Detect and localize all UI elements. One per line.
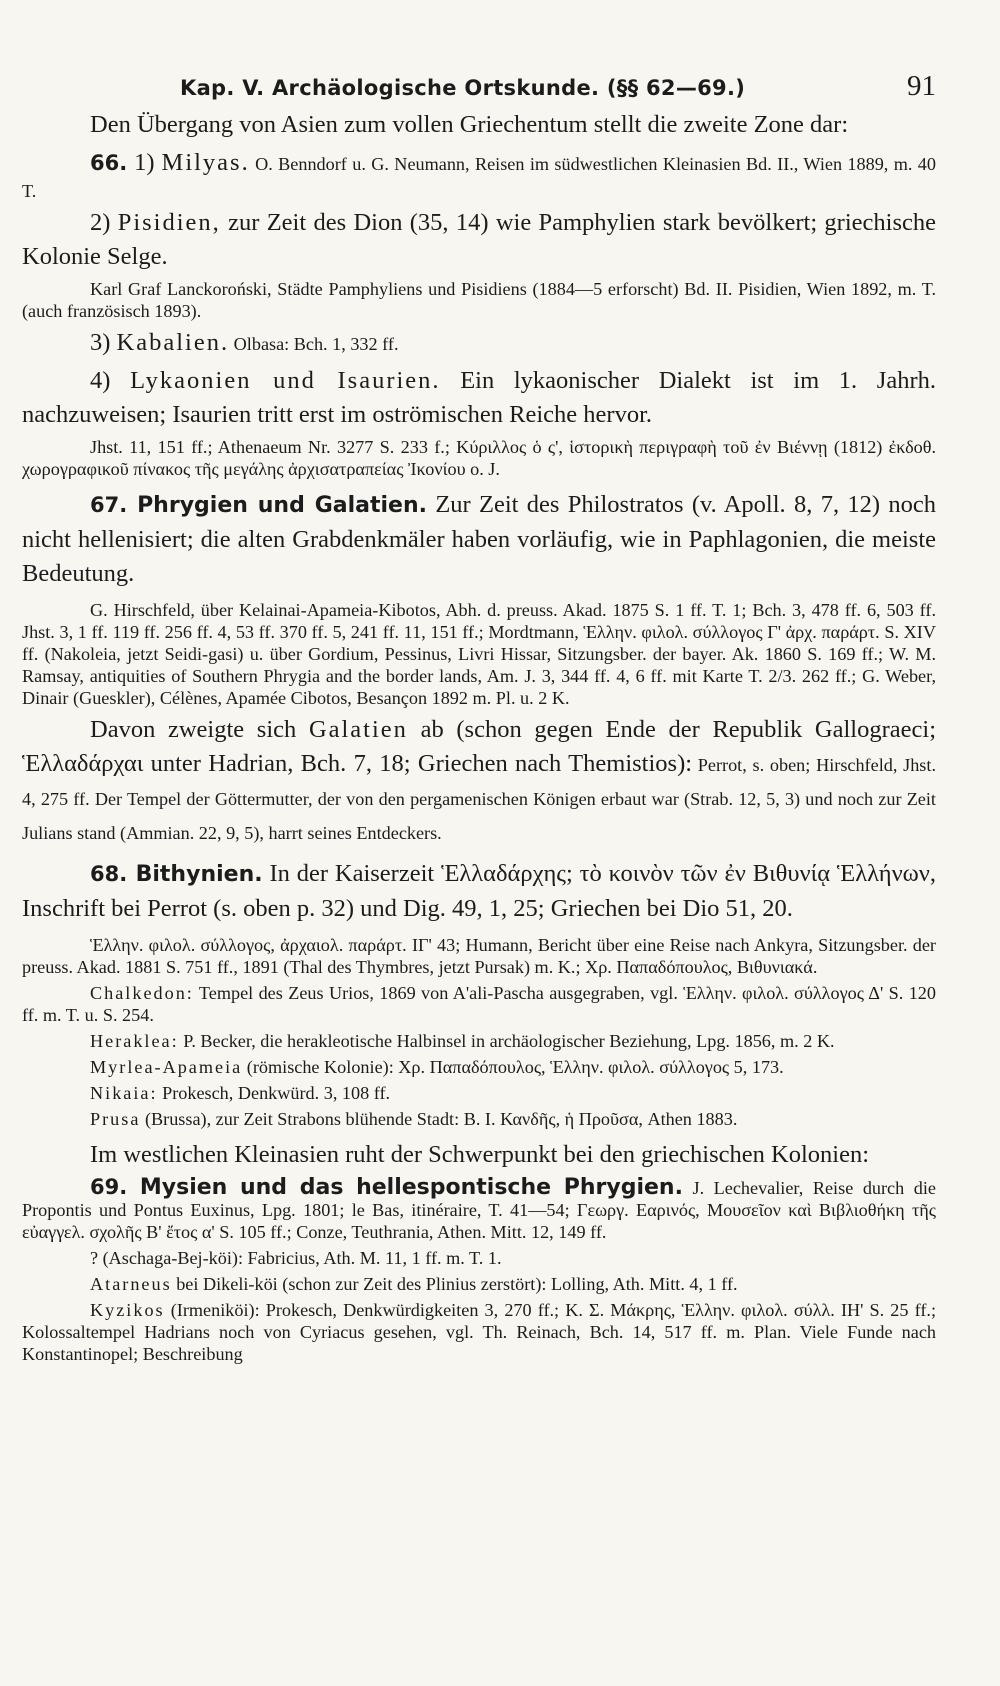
section-69-atarneus: Atarneus bei Dikeli-köi (schon zur Zeit des Plinius zerstört): Lolling, Ath. Mitt. 4, 1 ff. <box>90 1274 738 1294</box>
section-68-myrlea: Myrlea-Apameia (römische Kolonie): Χρ. Παπαδόπουλος, Ἑλλην. φιλολ. σύλλογος 5, 173. <box>90 1057 784 1077</box>
section-title: Bithynien. <box>127 862 263 887</box>
place-name: Atarneus <box>90 1274 172 1294</box>
running-head: Kap. V. Archäologische Ortskunde. (§§ 62—69.) <box>180 76 746 100</box>
intro-paragraph: Den Übergang von Asien zum vollen Griechentum stellt die zweite Zone dar: <box>90 111 849 138</box>
section-66-pisidien: 2) Pisidien, zur Zeit des Dion (35, 14) wie Pamphylien stark bevölkert; griechische Kolonie Selge. <box>22 209 936 270</box>
page-number: 91 <box>907 70 936 102</box>
section-67-galatien: Davon zweigte sich Galatien ab (schon gegen Ende der Republik Gallograeci; Ἑλλαδάρχαι unter Hadrian, Bch. 7, 18; Griechen nach Themistios): Perrot, s. oben; Hirschfeld, Jhst. 4, 275 ff. Der Tempel der Göttermutter, der von den pergamenischen Königen erbaut war (Strab. 12, 5, 3) und noch zur Zeit Julians stand (Ammian. 22, 9, 5), harrt seines Entdeckers. <box>22 716 936 843</box>
place-name: Heraklea: <box>90 1031 179 1051</box>
place-name: Milyas. <box>161 149 250 176</box>
section-68-heraklea: Heraklea: P. Becker, die herakleotische Halbinsel in archäologischer Beziehung, Lpg. 1856, m. 2 K. <box>90 1031 835 1051</box>
section-66-milyas: 66. 1) Milyas. O. Benndorf u. G. Neumann, Reisen im südwestlichen Kleinasien Bd. II., Wien 1889, m. 40 T. <box>22 149 936 201</box>
section-69-kyzikos: Kyzikos (Irmeniköi): Prokesch, Denkwürdigkeiten 3, 270 ff.; Κ. Σ. Μάκρης, Ἑλλην. φιλολ. σύλλ. IΗ' S. 25 ff.; Kolossaltempel Hadrians noch von Cyriacus gesehen, vgl. Th. Reinach, Bch. 14, 517 ff. m. Plan. Viele Funde nach Konstantinopel; Beschreibung <box>22 1300 936 1364</box>
section-69-mysien: 69. Mysien und das hellespontische Phrygien. J. Lechevalier, Reise durch die Propontis und Pontus Euxinus, Lpg. 1801; le Bas, itinéraire, T. 41—54; Γεωργ. Εαρινός, Μουσεῖον καὶ Βιβλιοθήκη τῆς εὐαγγελ. σχολῆς Β' ἔτος α' S. 105 ff.; Conze, Teuthrania, Athen. Mitt. 12, 149 ff. <box>22 1175 936 1242</box>
place-name: Pisidien, <box>117 209 221 236</box>
place-name: Lykaonien und Isaurien. <box>130 367 441 394</box>
section-68-nikaia: Nikaia: Prokesch, Denkwürd. 3, 108 ff. <box>90 1083 391 1103</box>
section-title: Mysien und das hellespontische Phrygien. <box>127 1175 683 1200</box>
section-68-chalkedon: Chalkedon: Tempel des Zeus Urios, 1869 von A'ali-Pascha ausgegraben, vgl. Ἑλλην. φιλολ. σύλλογος Δ' S. 120 ff. m. T. u. S. 254. <box>22 983 936 1025</box>
section-66-pisidien-refs: Karl Graf Lanckoroński, Städte Pamphyliens und Pisidiens (1884—5 erforscht) Bd. II. Pisidien, Wien 1892, m. T. (auch französisch 1893). <box>22 279 936 321</box>
section-68-refs: Ἑλλην. φιλολ. σύλλογος, ἀρχαιολ. παράρτ. IΓ' 43; Humann, Bericht über eine Reise nach Ankyra, Sitzungsber. der preuss. Akad. 1881 S. 751 ff., 1891 (Thal des Thymbres, jetzt Pursak) m. K.; Χρ. Παπαδόπουλος, Βιθυνιακά. <box>22 935 936 977</box>
section-66-kabalien: 3) Kabalien. Olbasa: Bch. 1, 332 ff. <box>90 329 399 356</box>
place-name: Galatien <box>308 716 408 743</box>
section-67-phrygien: 67. Phrygien und Galatien. Zur Zeit des Philostratos (v. Apoll. 8, 7, 12) noch nicht hellenisiert; die alten Grabdenkmäler haben vorläufig, wie in Paphlagonien, die meiste Bedeutung. <box>22 491 937 587</box>
place-name: Myrlea-Apameia <box>90 1057 243 1077</box>
place-name: Nikaia: <box>90 1083 158 1103</box>
place-name: Chalkedon: <box>90 983 194 1003</box>
section-66-lykaonien: 4) Lykaonien und Isaurien. Ein lykaonischer Dialekt ist im 1. Jahrh. nachzuweisen; Isaurien tritt erst im oströmischen Reiche hervor. <box>22 367 936 428</box>
section-68-prusa: Prusa (Brussa), zur Zeit Strabons blühende Stadt: Β. Ι. Κανδῆς, ἡ Προῦσα, Athen 1883. <box>90 1109 738 1129</box>
page-header <box>180 70 936 103</box>
page-body <box>22 108 936 1365</box>
section-66-lykaonien-refs: Jhst. 11, 151 ff.; Athenaeum Nr. 3277 S. 233 f.; Κύριλλος ὁ ς', ἱστορικὴ περιγραφὴ τοῦ ἐν Βιέννῃ (1812) ἐκδοθ. χωρογραφικοῦ πίνακος τῆς μεγάλης ἀρχισατραπείας Ἰκονίου o. J. <box>22 437 936 479</box>
section-67-refs: G. Hirschfeld, über Kelainai-Apameia-Kibotos, Abh. d. preuss. Akad. 1875 S. 1 ff. T. 1; Bch. 3, 478 ff. 6, 503 ff. Jhst. 3, 1 ff. 119 ff. 256 ff. 4, 53 ff. 370 ff. 5, 241 ff. 11, 151 ff.; Mordtmann, Ἑλλην. φιλολ. σύλλογος Γ' ἀρχ. παράρτ. S. XIV ff. (Nakoleia, jetzt Seidi-gasi) u. über Gordium, Pessinus, Livri Hissar, Sitzungsber. der bayer. Ak. 1860 S. 169 ff.; W. M. Ramsay, antiquities of Southern Phrygia and the border lands, Am. J. 3, 344 ff. 4, 6 ff. mit Karte T. 2/3. 262 ff.; G. Weber, Dinair (Gueskler), Célènes, Apamée Cibotos, Besançon 1892 m. Pl. u. 2 K. <box>22 600 936 708</box>
place-name: Prusa <box>90 1109 141 1129</box>
section-number: 69. <box>90 1175 128 1199</box>
section-title: Phrygien und Galatien. <box>127 493 427 518</box>
section-number: 67. <box>90 493 128 517</box>
section-69-aschaga: ? (Aschaga-Bej-köi): Fabricius, Ath. M. 11, 1 ff. m. T. 1. <box>90 1248 502 1268</box>
place-name: Kabalien. <box>116 329 230 356</box>
section-number: 68. <box>90 862 128 886</box>
place-name: Kyzikos <box>90 1300 165 1320</box>
section-number: 66. <box>90 151 128 175</box>
west-asia-paragraph: Im westlichen Kleinasien ruht der Schwerpunkt bei den griechischen Kolonien: <box>90 1141 870 1168</box>
section-68-bithynien: 68. Bithynien. In der Kaiserzeit Ἑλλαδάρχης; τὸ κοινὸν τῶν ἐν Βιθυνίᾳ Ἑλλήνων, Inschrift bei Perrot (s. oben p. 32) und Dig. 49, 1, 25; Griechen bei Dio 51, 20. <box>22 860 936 922</box>
